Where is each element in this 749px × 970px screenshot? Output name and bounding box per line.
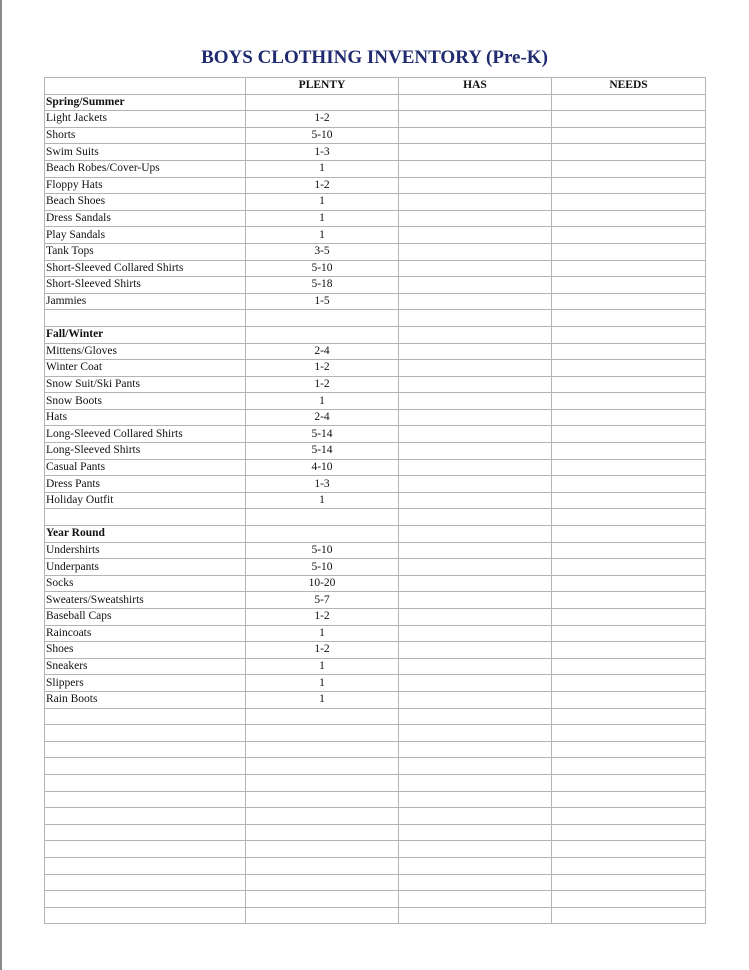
plenty-cell: 10-20	[246, 575, 399, 592]
plenty-cell	[246, 808, 399, 825]
has-cell[interactable]	[399, 791, 552, 808]
needs-cell[interactable]	[552, 907, 706, 924]
item-name	[45, 725, 246, 742]
item-name	[45, 774, 246, 791]
item-name	[45, 841, 246, 858]
item-name: Snow Suit/Ski Pants	[45, 376, 246, 393]
table-row	[45, 625, 706, 642]
item-name: Casual Pants	[45, 459, 246, 476]
has-cell[interactable]	[399, 625, 552, 642]
table-row	[45, 675, 706, 692]
needs-cell[interactable]	[552, 443, 706, 460]
has-cell[interactable]	[399, 642, 552, 659]
item-name	[45, 874, 246, 891]
plenty-cell: 1	[246, 160, 399, 177]
needs-cell[interactable]	[552, 808, 706, 825]
table-row	[45, 360, 706, 377]
needs-cell[interactable]	[552, 526, 706, 543]
has-cell[interactable]	[399, 160, 552, 177]
plenty-cell	[246, 708, 399, 725]
plenty-cell	[246, 791, 399, 808]
plenty-cell: 1	[246, 210, 399, 227]
needs-cell[interactable]	[552, 243, 706, 260]
has-cell[interactable]	[399, 277, 552, 294]
needs-cell[interactable]	[552, 741, 706, 758]
has-cell[interactable]	[399, 393, 552, 410]
plenty-cell	[246, 741, 399, 758]
needs-cell[interactable]	[552, 94, 706, 111]
blank-row	[45, 310, 706, 327]
item-name: Raincoats	[45, 625, 246, 642]
needs-cell[interactable]	[552, 891, 706, 908]
blank-row	[45, 891, 706, 908]
needs-cell[interactable]	[552, 725, 706, 742]
table-row	[45, 492, 706, 509]
has-cell[interactable]	[399, 177, 552, 194]
has-cell[interactable]	[399, 658, 552, 675]
has-cell[interactable]	[399, 293, 552, 310]
item-name	[45, 708, 246, 725]
blank-row	[45, 808, 706, 825]
item-name: Floppy Hats	[45, 177, 246, 194]
item-name: Play Sandals	[45, 227, 246, 244]
needs-cell[interactable]	[552, 177, 706, 194]
item-name	[45, 907, 246, 924]
blank-row	[45, 741, 706, 758]
plenty-cell: 5-18	[246, 277, 399, 294]
plenty-cell: 5-10	[246, 260, 399, 277]
has-cell[interactable]	[399, 476, 552, 493]
blank-row	[45, 725, 706, 742]
has-cell[interactable]	[399, 741, 552, 758]
table-row	[45, 243, 706, 260]
table-row	[45, 376, 706, 393]
blank-row	[45, 791, 706, 808]
item-name: Short-Sleeved Collared Shirts	[45, 260, 246, 277]
item-name: Socks	[45, 575, 246, 592]
has-cell[interactable]	[399, 360, 552, 377]
item-name	[45, 509, 246, 526]
table-row	[45, 459, 706, 476]
has-cell[interactable]	[399, 691, 552, 708]
plenty-cell: 5-14	[246, 426, 399, 443]
needs-cell[interactable]	[552, 642, 706, 659]
has-cell[interactable]	[399, 725, 552, 742]
item-name: Beach Shoes	[45, 194, 246, 211]
plenty-cell: 5-10	[246, 559, 399, 576]
needs-cell[interactable]	[552, 857, 706, 874]
plenty-cell: 1-2	[246, 642, 399, 659]
has-cell[interactable]	[399, 542, 552, 559]
plenty-cell: 5-10	[246, 542, 399, 559]
section-title: Spring/Summer	[45, 94, 246, 111]
item-name: Underpants	[45, 559, 246, 576]
item-name: Shoes	[45, 642, 246, 659]
item-name: Snow Boots	[45, 393, 246, 410]
table-row	[45, 144, 706, 161]
has-cell[interactable]	[399, 194, 552, 211]
needs-cell[interactable]	[552, 492, 706, 509]
section-title: Fall/Winter	[45, 326, 246, 343]
table-row	[45, 293, 706, 310]
has-cell[interactable]	[399, 907, 552, 924]
needs-cell[interactable]	[552, 459, 706, 476]
needs-cell[interactable]	[552, 509, 706, 526]
item-name: Light Jackets	[45, 111, 246, 128]
table-row	[45, 210, 706, 227]
item-name: Dress Pants	[45, 476, 246, 493]
item-name: Short-Sleeved Shirts	[45, 277, 246, 294]
table-row	[45, 575, 706, 592]
table-row	[45, 111, 706, 128]
table-row	[45, 160, 706, 177]
plenty-cell: 1	[246, 393, 399, 410]
item-name: Baseball Caps	[45, 609, 246, 626]
plenty-cell	[246, 725, 399, 742]
needs-cell[interactable]	[552, 409, 706, 426]
has-cell[interactable]	[399, 758, 552, 775]
item-name: Winter Coat	[45, 360, 246, 377]
blank-row	[45, 841, 706, 858]
section-title: Year Round	[45, 526, 246, 543]
column-header-has: HAS	[399, 78, 552, 95]
has-cell[interactable]	[399, 824, 552, 841]
table-row	[45, 127, 706, 144]
table-row	[45, 426, 706, 443]
item-name: Mittens/Gloves	[45, 343, 246, 360]
plenty-cell: 5-7	[246, 592, 399, 609]
item-name: Beach Robes/Cover-Ups	[45, 160, 246, 177]
plenty-cell: 1-3	[246, 476, 399, 493]
table-row	[45, 227, 706, 244]
needs-cell[interactable]	[552, 360, 706, 377]
needs-cell[interactable]	[552, 575, 706, 592]
section-header-row	[45, 526, 706, 543]
plenty-cell	[246, 509, 399, 526]
needs-cell[interactable]	[552, 841, 706, 858]
section-header-row	[45, 326, 706, 343]
has-cell[interactable]	[399, 891, 552, 908]
has-cell[interactable]	[399, 459, 552, 476]
item-name: Slippers	[45, 675, 246, 692]
item-name	[45, 857, 246, 874]
table-row	[45, 393, 706, 410]
section-header-row	[45, 94, 706, 111]
plenty-cell: 5-10	[246, 127, 399, 144]
table-row	[45, 277, 706, 294]
plenty-cell	[246, 310, 399, 327]
needs-cell[interactable]	[552, 227, 706, 244]
column-header-needs: NEEDS	[552, 78, 706, 95]
table-row	[45, 177, 706, 194]
table-row	[45, 443, 706, 460]
table-row	[45, 592, 706, 609]
plenty-cell	[246, 824, 399, 841]
needs-cell[interactable]	[552, 160, 706, 177]
item-name: Tank Tops	[45, 243, 246, 260]
blank-row	[45, 509, 706, 526]
item-name: Jammies	[45, 293, 246, 310]
has-cell[interactable]	[399, 210, 552, 227]
plenty-cell	[246, 758, 399, 775]
has-cell[interactable]	[399, 526, 552, 543]
blank-row	[45, 824, 706, 841]
has-cell[interactable]	[399, 260, 552, 277]
table-row	[45, 260, 706, 277]
blank-row	[45, 708, 706, 725]
page-title: BOYS CLOTHING INVENTORY (Pre-K)	[201, 47, 548, 68]
table-row	[45, 691, 706, 708]
has-cell[interactable]	[399, 774, 552, 791]
has-cell[interactable]	[399, 874, 552, 891]
item-name: Long-Sleeved Collared Shirts	[45, 426, 246, 443]
has-cell[interactable]	[399, 111, 552, 128]
needs-cell[interactable]	[552, 542, 706, 559]
needs-cell[interactable]	[552, 144, 706, 161]
has-cell[interactable]	[399, 675, 552, 692]
plenty-cell	[246, 891, 399, 908]
plenty-cell: 1	[246, 194, 399, 211]
has-cell[interactable]	[399, 857, 552, 874]
table-row	[45, 559, 706, 576]
blank-row	[45, 857, 706, 874]
plenty-cell: 1	[246, 625, 399, 642]
plenty-cell: 1-2	[246, 111, 399, 128]
has-cell[interactable]	[399, 376, 552, 393]
plenty-cell: 3-5	[246, 243, 399, 260]
has-cell[interactable]	[399, 243, 552, 260]
needs-cell[interactable]	[552, 326, 706, 343]
plenty-cell	[246, 326, 399, 343]
table-row	[45, 542, 706, 559]
plenty-cell: 1	[246, 658, 399, 675]
item-name: Dress Sandals	[45, 210, 246, 227]
needs-cell[interactable]	[552, 293, 706, 310]
plenty-cell: 2-4	[246, 409, 399, 426]
item-name: Holiday Outfit	[45, 492, 246, 509]
item-name: Rain Boots	[45, 691, 246, 708]
item-name: Sneakers	[45, 658, 246, 675]
has-cell[interactable]	[399, 426, 552, 443]
needs-cell[interactable]	[552, 277, 706, 294]
needs-cell[interactable]	[552, 774, 706, 791]
needs-cell[interactable]	[552, 658, 706, 675]
needs-cell[interactable]	[552, 210, 706, 227]
needs-cell[interactable]	[552, 376, 706, 393]
needs-cell[interactable]	[552, 708, 706, 725]
blank-row	[45, 774, 706, 791]
has-cell[interactable]	[399, 708, 552, 725]
has-cell[interactable]	[399, 409, 552, 426]
has-cell[interactable]	[399, 443, 552, 460]
has-cell[interactable]	[399, 310, 552, 327]
plenty-cell	[246, 857, 399, 874]
needs-cell[interactable]	[552, 691, 706, 708]
has-cell[interactable]	[399, 575, 552, 592]
needs-cell[interactable]	[552, 310, 706, 327]
needs-cell[interactable]	[552, 874, 706, 891]
has-cell[interactable]	[399, 94, 552, 111]
plenty-cell: 2-4	[246, 343, 399, 360]
inventory-rows	[45, 94, 706, 924]
needs-cell[interactable]	[552, 592, 706, 609]
page-left-edge	[0, 0, 2, 970]
plenty-cell: 1	[246, 492, 399, 509]
plenty-cell: 1-2	[246, 360, 399, 377]
table-row	[45, 609, 706, 626]
plenty-cell: 1-5	[246, 293, 399, 310]
plenty-cell	[246, 907, 399, 924]
item-name	[45, 824, 246, 841]
item-name: Sweaters/Sweatshirts	[45, 592, 246, 609]
needs-cell[interactable]	[552, 393, 706, 410]
needs-cell[interactable]	[552, 127, 706, 144]
plenty-cell	[246, 774, 399, 791]
needs-cell[interactable]	[552, 758, 706, 775]
column-header-plenty: PLENTY	[246, 78, 399, 95]
needs-cell[interactable]	[552, 824, 706, 841]
item-name	[45, 741, 246, 758]
needs-cell[interactable]	[552, 426, 706, 443]
has-cell[interactable]	[399, 144, 552, 161]
table-row	[45, 658, 706, 675]
needs-cell[interactable]	[552, 675, 706, 692]
item-name: Shorts	[45, 127, 246, 144]
plenty-cell	[246, 874, 399, 891]
inventory-table	[44, 77, 706, 924]
has-cell[interactable]	[399, 609, 552, 626]
needs-cell[interactable]	[552, 791, 706, 808]
plenty-cell: 5-14	[246, 443, 399, 460]
needs-cell[interactable]	[552, 559, 706, 576]
has-cell[interactable]	[399, 127, 552, 144]
has-cell[interactable]	[399, 492, 552, 509]
blank-row	[45, 907, 706, 924]
has-cell[interactable]	[399, 227, 552, 244]
blank-row	[45, 758, 706, 775]
item-name: Long-Sleeved Shirts	[45, 443, 246, 460]
blank-row	[45, 874, 706, 891]
has-cell[interactable]	[399, 343, 552, 360]
plenty-cell: 1	[246, 691, 399, 708]
item-name	[45, 310, 246, 327]
plenty-cell: 1-2	[246, 376, 399, 393]
column-header-item	[45, 78, 246, 95]
needs-cell[interactable]	[552, 476, 706, 493]
plenty-cell: 1-3	[246, 144, 399, 161]
plenty-cell: 4-10	[246, 459, 399, 476]
item-name	[45, 891, 246, 908]
item-name: Swim Suits	[45, 144, 246, 161]
has-cell[interactable]	[399, 592, 552, 609]
table-row	[45, 194, 706, 211]
has-cell[interactable]	[399, 841, 552, 858]
table-row	[45, 476, 706, 493]
plenty-cell: 1-2	[246, 609, 399, 626]
plenty-cell: 1-2	[246, 177, 399, 194]
item-name: Hats	[45, 409, 246, 426]
item-name: Undershirts	[45, 542, 246, 559]
needs-cell[interactable]	[552, 260, 706, 277]
plenty-cell	[246, 526, 399, 543]
item-name	[45, 791, 246, 808]
has-cell[interactable]	[399, 326, 552, 343]
needs-cell[interactable]	[552, 194, 706, 211]
needs-cell[interactable]	[552, 609, 706, 626]
table-row	[45, 343, 706, 360]
table-row	[45, 409, 706, 426]
item-name	[45, 808, 246, 825]
table-row	[45, 642, 706, 659]
has-cell[interactable]	[399, 559, 552, 576]
item-name	[45, 758, 246, 775]
plenty-cell	[246, 841, 399, 858]
has-cell[interactable]	[399, 509, 552, 526]
needs-cell[interactable]	[552, 343, 706, 360]
plenty-cell	[246, 94, 399, 111]
plenty-cell: 1	[246, 675, 399, 692]
needs-cell[interactable]	[552, 625, 706, 642]
plenty-cell: 1	[246, 227, 399, 244]
needs-cell[interactable]	[552, 111, 706, 128]
has-cell[interactable]	[399, 808, 552, 825]
header-row	[45, 78, 706, 95]
